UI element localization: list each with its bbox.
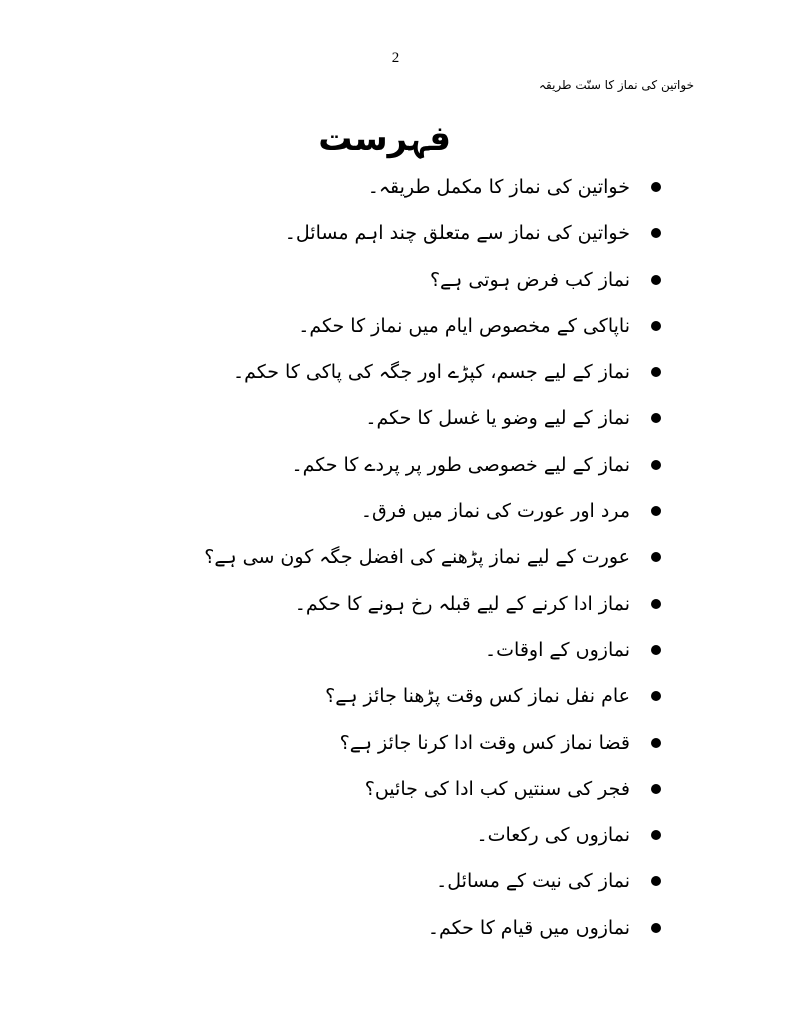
bullet-icon <box>651 460 661 470</box>
toc-item <box>188 355 648 401</box>
toc-item-text: فجر کی سنتیں کب ادا کی جائیں؟ <box>364 777 630 800</box>
toc-item <box>188 587 648 633</box>
toc-item <box>188 448 648 494</box>
bullet-icon <box>651 552 661 562</box>
toc-item <box>188 309 648 355</box>
bullet-icon <box>651 738 661 748</box>
toc-item-text: نمازوں کے اوقات۔ <box>485 638 630 661</box>
bullet-icon <box>651 413 661 423</box>
toc-item-text: نماز کے لیے خصوصی طور پر پردے کا حکم۔ <box>291 453 630 476</box>
toc-item-text: قضا نماز کس وقت ادا کرنا جائز ہے؟ <box>339 731 630 754</box>
toc-item-text: نمازوں کی رکعات۔ <box>476 824 630 847</box>
toc-item-text: نماز کے لیے وضو یا غسل کا حکم۔ <box>365 407 630 430</box>
toc-item <box>188 864 648 910</box>
toc-title: فہرست <box>318 119 451 159</box>
bullet-icon <box>651 275 661 285</box>
toc-item <box>188 772 648 818</box>
bullet-icon <box>651 228 661 238</box>
bullet-icon <box>651 506 661 516</box>
bullet-icon <box>651 691 661 701</box>
toc-item <box>188 263 648 309</box>
bullet-icon <box>651 367 661 377</box>
table-of-contents <box>188 170 648 957</box>
bullet-icon <box>651 876 661 886</box>
toc-item-text: مرد اور عورت کی نماز میں فرق۔ <box>360 500 630 523</box>
toc-item <box>188 170 648 216</box>
toc-item-text: نماز کی نیت کے مسائل۔ <box>436 870 630 893</box>
bullet-icon <box>651 599 661 609</box>
toc-item <box>188 679 648 725</box>
toc-item <box>188 216 648 262</box>
toc-item <box>188 911 648 957</box>
toc-item-text: خواتین کی نماز سے متعلق چند اہم مسائل۔ <box>284 222 630 245</box>
toc-item <box>188 494 648 540</box>
bullet-icon <box>651 645 661 655</box>
bullet-icon <box>651 321 661 331</box>
toc-item-text: نمازوں میں قیام کا حکم۔ <box>427 916 630 939</box>
page-number: 2 <box>391 50 400 66</box>
bullet-icon <box>651 923 661 933</box>
toc-item <box>188 726 648 772</box>
toc-item-text: عورت کے لیے نماز پڑھنے کی افضل جگہ کون سی ہے؟ <box>204 546 630 569</box>
toc-item-text: ناپاکی کے مخصوص ایام میں نماز کا حکم۔ <box>298 314 630 337</box>
bullet-icon <box>651 830 661 840</box>
running-header: خواتین کی نماز کا سنّت طریقہ <box>538 78 694 92</box>
bullet-icon <box>651 784 661 794</box>
toc-item-text: نماز ادا کرنے کے لیے قبلہ رخ ہونے کا حکم۔ <box>294 592 630 615</box>
toc-item-text: خواتین کی نماز کا مکمل طریقہ۔ <box>367 176 630 198</box>
toc-item-text: نماز کب فرض ہوتی ہے؟ <box>429 268 630 291</box>
toc-item <box>188 401 648 447</box>
toc-item <box>188 540 648 586</box>
toc-item <box>188 633 648 679</box>
toc-item <box>188 818 648 864</box>
toc-item-text: نماز کے لیے جسم، کپڑے اور جگہ کی پاکی کا حکم۔ <box>232 361 630 384</box>
toc-item-text: عام نفل نماز کس وقت پڑھنا جائز ہے؟ <box>325 685 630 708</box>
bullet-icon <box>651 182 661 192</box>
